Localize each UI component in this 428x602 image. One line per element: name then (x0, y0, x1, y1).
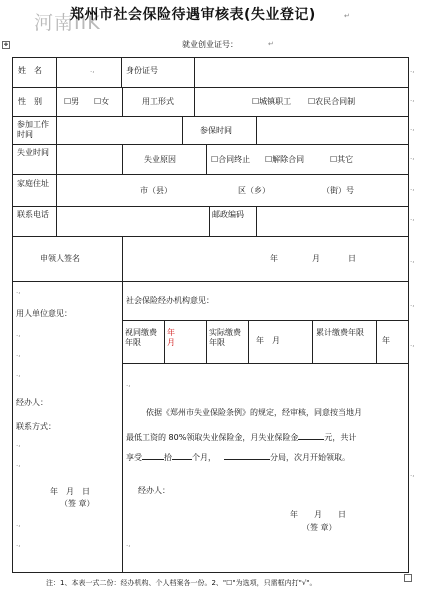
unemployment-time-label: 失业时间 (17, 148, 49, 157)
unemployment-time-field[interactable] (57, 145, 121, 173)
rural-contract-checkbox[interactable]: ☐农民合同制 (308, 97, 356, 106)
unemployment-reason-label: 失业原因 (144, 155, 176, 164)
id-number-label: 身份证号 (126, 66, 158, 75)
ruling-line-1: 依据《郑州市失业保险条例》的规定，经审核，同意按当地月 (146, 408, 362, 417)
other-reason-checkbox[interactable]: ☐其它 (330, 155, 354, 164)
agency-handler-label: 经办人： (138, 486, 170, 495)
deemed-years-value: 年月 (167, 328, 175, 347)
contract-end-checkbox[interactable]: ☐合同终止 (211, 155, 251, 164)
watermark: 河南IIK (34, 12, 101, 34)
employment-type-label: 用工形式 (142, 97, 174, 106)
cumulative-years-label: 累计缴费年限 (316, 328, 364, 337)
work-start-field[interactable] (57, 117, 181, 143)
agency-seal: （签 章） (302, 523, 337, 532)
actual-years-value: 年 月 (256, 336, 280, 345)
ruling-line-2: 最低工资的 80%领取失业保险金，月失业保险金 元，共计 (126, 430, 356, 443)
cumulative-years-value: 年 (382, 336, 390, 345)
address-city: 市（县） (140, 186, 172, 195)
agency-opinion-label: 社会保险经办机构意见： (126, 296, 214, 305)
contract-terminate-checkbox[interactable]: ☐解除合同 (265, 155, 305, 164)
table-move-handle[interactable]: ✥ (3, 42, 9, 48)
employer-contact-label: 联系方式： (16, 422, 56, 431)
postcode-label: 邮政编码 (212, 210, 244, 219)
insured-time-label: 参保时间 (200, 126, 232, 135)
gender-male-checkbox[interactable]: ☐男 (64, 97, 80, 106)
monthly-benefit-field[interactable] (298, 430, 324, 440)
cert-number-label: 就业创业证号： (182, 40, 238, 49)
employer-opinion-field[interactable] (14, 322, 120, 392)
applicant-signature-label: 申领人签名 (40, 254, 80, 263)
phone-field[interactable] (57, 207, 208, 235)
months-tens-field[interactable] (142, 450, 164, 460)
phone-label: 联系电话 (17, 210, 49, 219)
sign-date-month: 月 (312, 254, 320, 263)
ruling-line-3: 享受 拾 个月， 分局，次月开始领取。 (126, 450, 350, 463)
postcode-field[interactable] (257, 207, 407, 235)
gender-label: 性 别 (18, 97, 42, 106)
id-number-field[interactable] (195, 58, 407, 86)
table-resize-handle[interactable] (404, 574, 412, 582)
months-units-field[interactable] (172, 450, 192, 460)
employer-seal: （签 章） (60, 499, 95, 508)
name-label: 姓 名 (18, 66, 42, 75)
sign-date-year: 年 (270, 254, 278, 263)
gender-female-checkbox[interactable]: ☐女 (94, 97, 110, 106)
address-district: 区（乡） (238, 186, 270, 195)
employer-opinion-label: 用人单位意见： (16, 309, 72, 318)
footnote: 注：1、本表一式二份：经办机构、个人档案各一份。2、"☐"为选项，只需框内打"√"。 (46, 579, 317, 587)
page-title: 郑州市社会保险待遇审核表(失业登记) (70, 7, 316, 23)
insured-time-field[interactable] (257, 117, 407, 143)
address-street: （街）号 (322, 186, 354, 195)
branch-office-field[interactable] (224, 450, 270, 460)
employer-date: 年 月 日 (50, 487, 90, 496)
urban-worker-checkbox[interactable]: ☐城镇职工 (252, 97, 292, 106)
name-field[interactable] (57, 58, 120, 86)
actual-years-label: 实际缴费年限 (209, 328, 241, 347)
work-start-label: 参加工作时间 (17, 120, 49, 139)
paragraph-mark: ↵ (344, 12, 350, 20)
sign-date-day: 日 (348, 254, 356, 263)
home-address-label: 家庭住址 (17, 179, 49, 188)
deemed-years-label: 视同缴费年限 (125, 328, 157, 347)
employer-handler-label: 经办人： (16, 398, 48, 407)
agency-date: 年 月 日 (290, 510, 346, 519)
